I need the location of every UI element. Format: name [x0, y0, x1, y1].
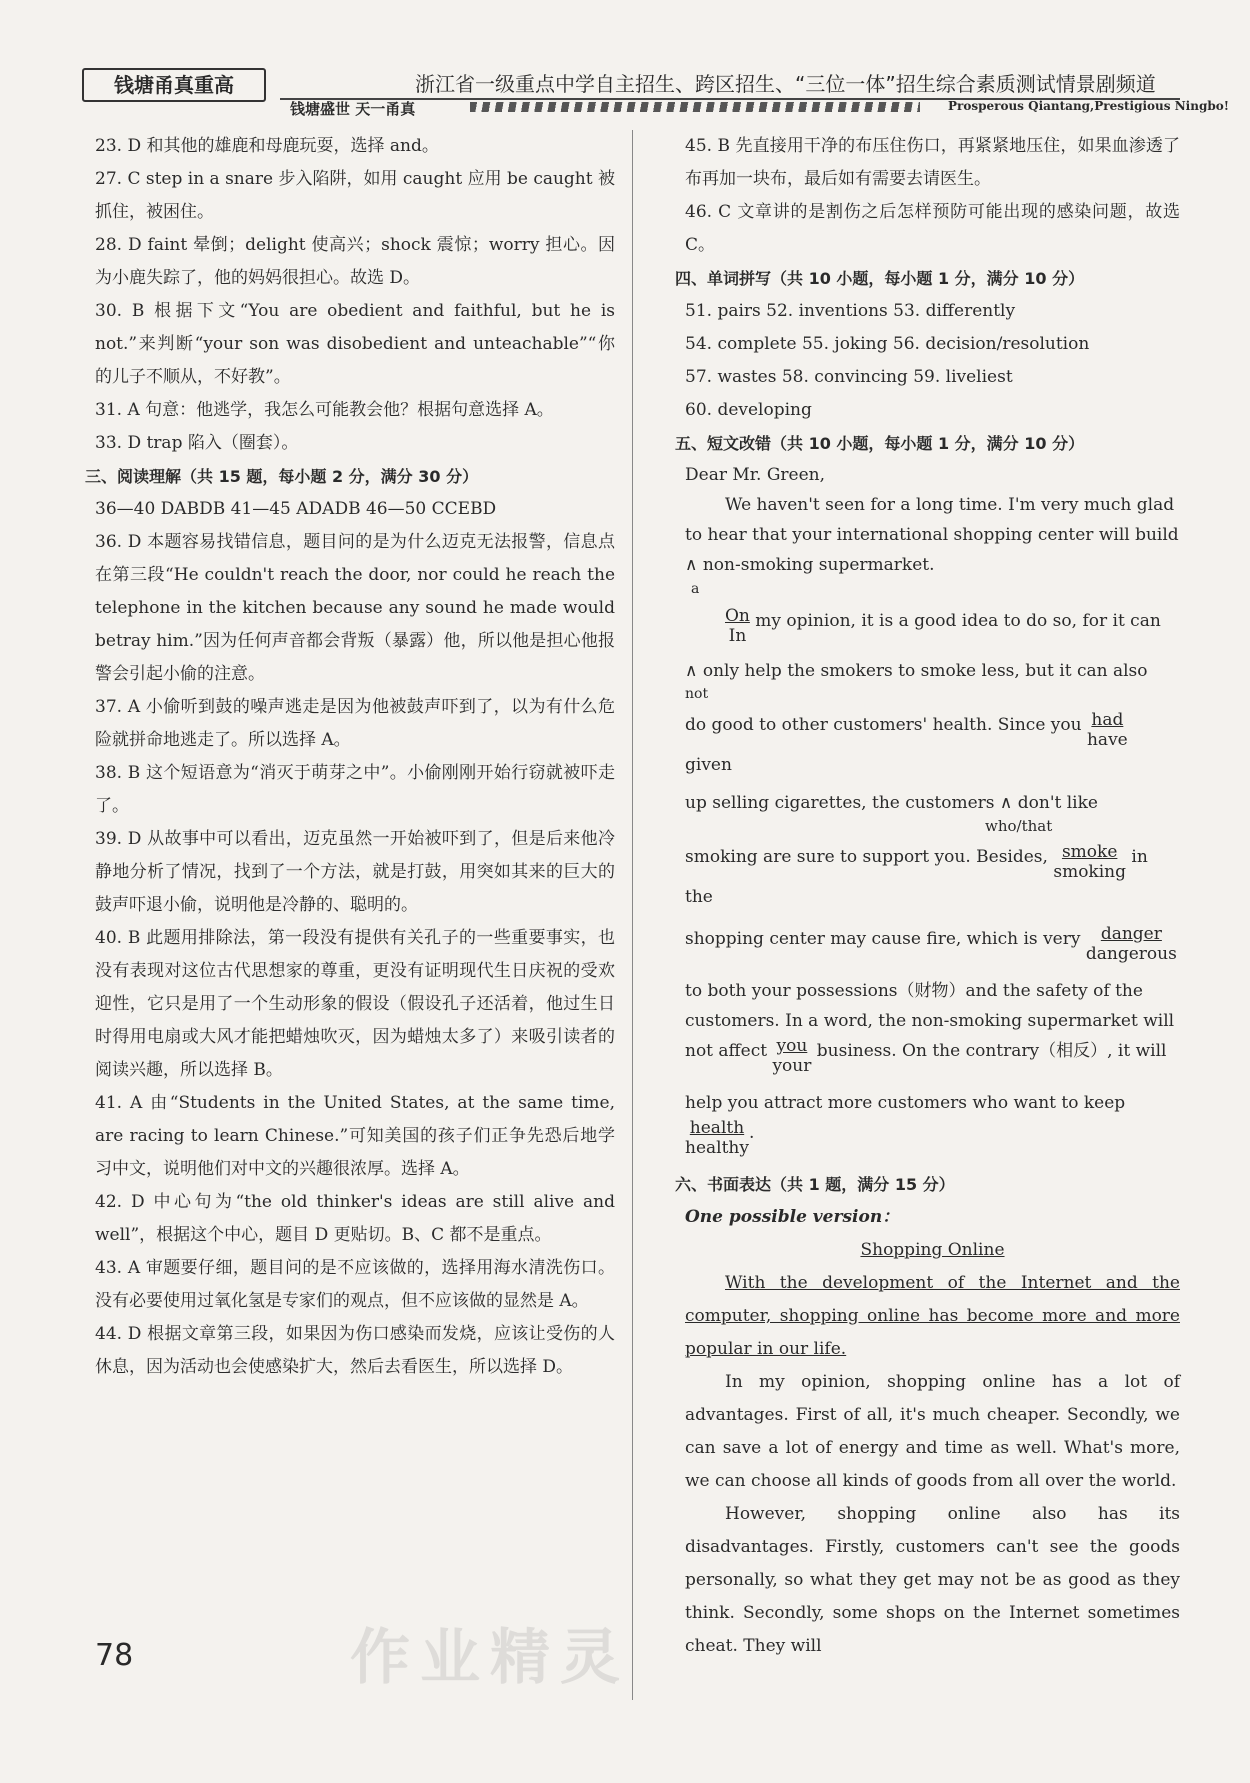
letter-line: ∧ only help the smokers to smoke less, but it can also	[685, 661, 1148, 681]
letter-line: to both your possessions（财物）and the safety of the	[685, 981, 1143, 1001]
correction: In	[728, 626, 747, 646]
brand-subtitle: 钱塘盛世 天一甬真	[290, 100, 416, 118]
letter-line: up selling cigarettes, the customers ∧ don't like	[685, 793, 1098, 813]
section-heading: 六、书面表达（共 1 题，满分 15 分）	[675, 1175, 955, 1194]
letter-line	[685, 924, 1180, 964]
error-word: smoke	[1061, 842, 1118, 862]
page-number: 78	[95, 1638, 134, 1673]
letter-line: help you attract more customers who want to keep	[685, 1093, 1126, 1113]
answer-item: 37. A 小偷听到鼓的噪声逃走是因为他被鼓声吓到了，以为有什么危险就拼命地逃走了。所以选择 A。	[95, 697, 615, 750]
brand-logo: 钱塘甬真重高	[82, 68, 266, 102]
letter-text: .	[748, 1123, 755, 1143]
answer-item: 45. B 先直接用干净的布压住伤口，再紧紧地压住，如果血渗透了布再加一块布，最后如有需要去请医生。	[685, 136, 1180, 189]
answer-item: 44. D 根据文章第三段，如果因为伤口感染而发烧，应该让受伤的人休息，因为活动也会使感染扩大，然后去看医生，所以选择 D。	[95, 1324, 615, 1377]
spelling-line: 60. developing	[685, 400, 812, 420]
essay-paragraph: However, shopping online also has its disadvantages. Firstly, customers can't see the goods personally, so what they get may not be as good as they think. Secondly, some shops on the Internet sometimes cheat. They will	[685, 1504, 1180, 1656]
letter-text: smoking are sure to support you. Besides,	[685, 847, 1054, 867]
letter-line	[685, 1118, 1180, 1158]
letter-line	[685, 842, 1180, 912]
letter-line: ∧ non-smoking supermarket.	[685, 555, 935, 575]
letter-text: business. On the contrary（相反）, it will	[811, 1041, 1167, 1061]
spelling-line: 51. pairs 52. inventions 53. differently	[685, 301, 1016, 321]
answer-item: 28. D faint 晕倒；delight 使高兴；shock 震惊；worry 担心。因为小鹿失踪了，他的妈妈很担心。故选 D。	[95, 235, 615, 288]
header-english: Prosperous Qiantang,Prestigious Ningbo!	[948, 99, 1229, 113]
column-divider	[632, 130, 633, 1700]
answer-item: 27. C step in a snare 步入陷阱，如用 caught 应用 be caught 被抓住，被困住。	[95, 169, 615, 222]
correction: not	[685, 686, 709, 702]
answer-item: 38. B 这个短语意为“消灭于萌芽之中”。小偷刚刚开始行窃就被吓走了。	[95, 763, 615, 816]
correction: who/that	[985, 817, 1053, 835]
letter-line: We haven't seen for a long time. I'm very much glad	[725, 495, 1175, 515]
right-column	[675, 130, 1180, 1663]
answer-item: 42. D 中心句为“the old thinker's ideas are still alive and well”，根据这个中心，题目 D 更贴切。B、C 都不是重点。	[95, 1192, 615, 1245]
answer-item: 46. C 文章讲的是割伤之后怎样预防可能出现的感染问题，故选 C。	[685, 202, 1180, 255]
header-title: 浙江省一级重点中学自主招生、跨区招生、“三位一体”招生综合素质测试情景剧频道	[415, 72, 1156, 96]
watermark: 作业精灵	[350, 1623, 630, 1693]
letter-text: my opinion, it is a good idea to do so, for it can	[749, 611, 1161, 631]
spelling-line: 57. wastes 58. convincing 59. liveliest	[685, 367, 1013, 387]
letter-line: customers. In a word, the non-smoking supermarket will	[685, 1011, 1175, 1031]
letter-line	[685, 606, 1180, 646]
section-heading: 三、阅读理解（共 15 题，每小题 2 分，满分 30 分）	[85, 467, 479, 486]
letter	[685, 460, 1180, 1158]
correction: healthy	[685, 1138, 749, 1158]
error-word: had	[1091, 710, 1124, 730]
letter-text: not affect	[685, 1041, 773, 1061]
letter-line	[685, 710, 1180, 780]
essay-label: One possible version：	[685, 1207, 900, 1227]
answer-item: 23. D 和其他的雄鹿和母鹿玩耍，选择 and。	[95, 136, 439, 156]
letter-text: in the	[685, 847, 1148, 907]
letter-line: to hear that your international shopping center will build	[685, 525, 1179, 545]
error-word: danger	[1100, 924, 1162, 944]
correction: a	[691, 581, 700, 597]
section-heading: 五、短文改错（共 10 小题，每小题 1 分，满分 10 分）	[675, 434, 1085, 453]
essay-title: Shopping Online	[860, 1240, 1005, 1260]
answer-item: 41. A 由“Students in the United States, at the same time, are racing to learn Chinese.”可知美国的孩子们正争先恐后地学习中文，说明他们对中文的兴趣很浓厚。选择 A。	[95, 1093, 615, 1179]
essay-paragraph: In my opinion, shopping online has a lot of advantages. First of all, it's much cheaper. Secondly, we can save a lot of energy and time as well. What's more, we can choose all kinds of goods from all over the world.	[685, 1372, 1180, 1491]
correction: smoking	[1053, 862, 1126, 882]
correction: have	[1086, 730, 1128, 750]
answer-item: 43. A 审题要仔细，题目问的是不应该做的，选择用海水清洗伤口。没有必要使用过氧化氢是专家们的观点，但不应该做的显然是 A。	[95, 1258, 615, 1311]
answer-item: 40. B 此题用排除法，第一段没有提供有关孔子的一些重要事实，也没有表现对这位古代思想家的尊重，更没有证明现代生日庆祝的受欢迎性，它只是用了一个生动形象的假设（假设孔子还活着，他过生日时得用电扇或大风才能把蜡烛吹灭，因为蜡烛太多了）来吸引读者的阅读兴趣，所以选择 B。	[95, 928, 615, 1080]
page-header	[0, 0, 1250, 118]
letter-greeting: Dear Mr. Green,	[685, 465, 826, 485]
correction: your	[772, 1056, 812, 1076]
essay-paragraph: With the development of the Internet and the computer, shopping online has become more and more popular in our life.	[685, 1273, 1180, 1359]
section-heading: 四、单词拼写（共 10 小题，每小题 1 分，满分 10 分）	[675, 269, 1085, 288]
correction: dangerous	[1085, 944, 1177, 964]
answer-item: 36. D 本题容易找错信息，题目问的是为什么迈克无法报警，信息点在第三段“He couldn't reach the door, nor could he reach the telephone in the kitchen because any sound he made would betray him.”因为任何声音都会背叛（暴露）他，所以他是担心他报警会引起小偷的注意。	[95, 532, 615, 684]
letter-line	[685, 1036, 1180, 1076]
error-word: health	[689, 1118, 745, 1138]
letter-text: given	[685, 755, 732, 775]
answer-item: 33. D trap 陷入（圈套）。	[95, 433, 299, 453]
error-word: On	[725, 606, 750, 626]
letter-text: shopping center may cause fire, which is very	[685, 929, 1086, 949]
answer-item: 30. B 根据下文“You are obedient and faithful, but he is not.”来判断“your son was disobedient and unteachable”“你的儿子不顺从，不好教”。	[95, 301, 615, 387]
answer-item: 31. A 句意：他逃学，我怎么可能教会他？根据句意选择 A。	[95, 400, 554, 420]
header-dash-bar	[470, 102, 920, 112]
answer-item: 39. D 从故事中可以看出，迈克虽然一开始被吓到了，但是后来他冷静地分析了情况，找到了一个方法，就是打鼓，用突如其来的巨大的鼓声吓退小偷，说明他是冷静的、聪明的。	[95, 829, 615, 915]
letter-text: do good to other customers' health. Since you	[685, 715, 1087, 735]
spelling-line: 54. complete 55. joking 56. decision/resolution	[685, 334, 1090, 354]
left-column	[85, 130, 615, 1384]
error-word: you	[776, 1036, 808, 1056]
answer-key-line: 36—40 DABDB 41—45 ADADB 46—50 CCEBD	[95, 499, 497, 519]
